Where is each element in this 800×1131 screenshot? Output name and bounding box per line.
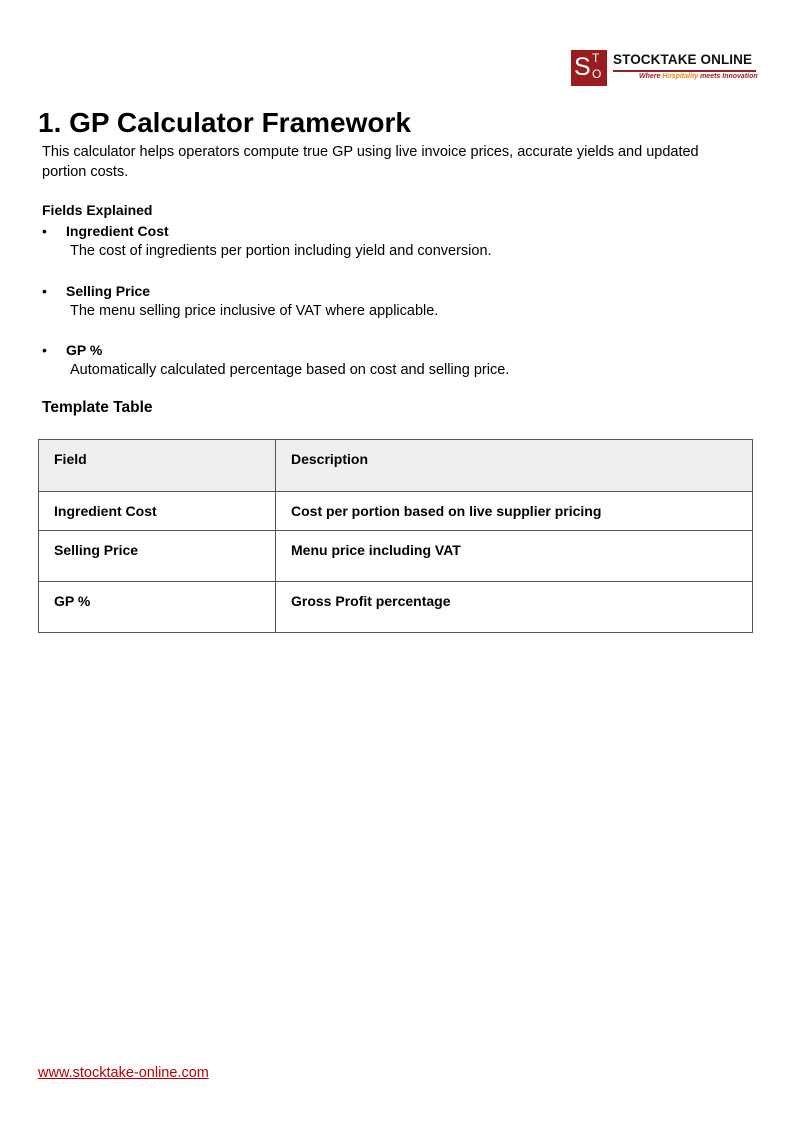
intro-paragraph: This calculator helps operators compute true GP using live invoice prices, accurate yields and updated portion costs.: [42, 144, 699, 180]
table-header-description: Description: [276, 440, 753, 492]
logo-divider: [613, 70, 756, 72]
field-description: Automatically calculated percentage based on cost and selling price.: [70, 362, 510, 378]
template-table-heading: Template Table: [42, 399, 153, 416]
logo-mark-s: S: [574, 53, 591, 81]
table-cell-description: Cost per portion based on live supplier pricing: [276, 492, 753, 531]
field-description: The menu selling price inclusive of VAT where applicable.: [70, 303, 439, 319]
logo-mark: [571, 50, 607, 86]
table-cell-field: Selling Price: [39, 531, 276, 582]
fields-heading: Fields Explained: [42, 202, 153, 218]
bullet-icon: •: [42, 342, 47, 358]
page-title: 1. GP Calculator Framework: [38, 107, 411, 138]
field-name: Ingredient Cost: [66, 223, 169, 239]
logo-tagline-post: meets Innovation: [698, 73, 758, 80]
table-row: [39, 492, 753, 531]
logo-name: STOCKTAKE ONLINE: [613, 52, 753, 67]
footer-website-link[interactable]: www.stocktake-online.com: [38, 1065, 209, 1081]
logo-mark-o: O: [592, 67, 602, 81]
logo-mark-t: T: [592, 51, 600, 65]
table-header-field: Field: [39, 440, 276, 492]
field-name: Selling Price: [66, 283, 151, 299]
table-row: [39, 582, 753, 633]
field-description: The cost of ingredients per portion including yield and conversion.: [70, 243, 492, 259]
logo-tagline: [639, 73, 758, 80]
table-cell-field: Ingredient Cost: [39, 492, 276, 531]
company-logo: [571, 50, 761, 86]
table-row: [39, 531, 753, 582]
table-cell-field: GP %: [39, 582, 276, 633]
bullet-icon: •: [42, 283, 47, 299]
field-name: GP %: [66, 342, 103, 358]
bullet-icon: •: [42, 223, 47, 239]
table-cell-description: Gross Profit percentage: [276, 582, 753, 633]
table-cell-description: Menu price including VAT: [276, 531, 753, 582]
logo-tagline-highlight: Hospitality: [662, 73, 699, 80]
logo-tagline-pre: Where: [639, 73, 663, 80]
table-header-row: [39, 440, 753, 492]
template-table: [38, 439, 753, 633]
